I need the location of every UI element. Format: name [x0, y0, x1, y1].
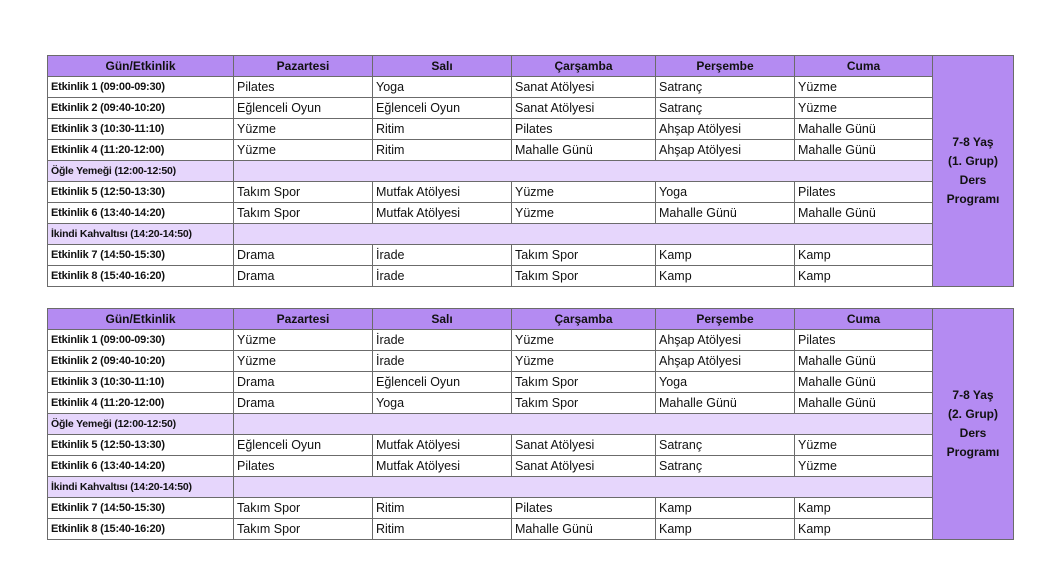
activity-row	[48, 119, 1014, 140]
activity-cell: Ritim	[373, 140, 512, 161]
column-header: Perşembe	[656, 56, 795, 77]
activity-cell: Sanat Atölyesi	[512, 456, 656, 477]
activity-cell: Yüzme	[795, 98, 933, 119]
group-title-line: Ders	[959, 426, 987, 440]
activity-row	[48, 435, 1014, 456]
group-title	[933, 56, 1014, 287]
activity-cell: Yüzme	[795, 456, 933, 477]
row-label: Etkinlik 8 (15:40-16:20)	[48, 519, 234, 540]
activity-cell: Kamp	[656, 245, 795, 266]
activity-cell: Yüzme	[234, 119, 373, 140]
activity-row	[48, 266, 1014, 287]
row-label: Etkinlik 1 (09:00-09:30)	[48, 77, 234, 98]
row-label: İkindi Kahvaltısı (14:20-14:50)	[48, 224, 234, 245]
activity-cell: Drama	[234, 372, 373, 393]
activity-cell: Takım Spor	[512, 266, 656, 287]
row-label: Etkinlik 5 (12:50-13:30)	[48, 435, 234, 456]
row-label: Etkinlik 4 (11:20-12:00)	[48, 393, 234, 414]
activity-cell: Kamp	[656, 266, 795, 287]
activity-cell: Takım Spor	[234, 203, 373, 224]
spacer-cell	[795, 287, 933, 309]
activity-cell: Drama	[234, 266, 373, 287]
row-label: Etkinlik 3 (10:30-11:10)	[48, 119, 234, 140]
activity-cell: Mahalle Günü	[795, 393, 933, 414]
row-label: Etkinlik 7 (14:50-15:30)	[48, 498, 234, 519]
activity-cell: Sanat Atölyesi	[512, 77, 656, 98]
header-row	[48, 56, 1014, 77]
break-row	[48, 477, 1014, 498]
activity-cell: Yüzme	[512, 182, 656, 203]
activity-cell: Ahşap Atölyesi	[656, 351, 795, 372]
activity-cell: Pilates	[512, 119, 656, 140]
activity-row	[48, 245, 1014, 266]
activity-cell: Yüzme	[512, 351, 656, 372]
spacer-cell	[656, 287, 795, 309]
column-header: Pazartesi	[234, 56, 373, 77]
activity-cell: Ritim	[373, 519, 512, 540]
group-title-line: (2. Grup)	[948, 407, 998, 421]
activity-cell: Pilates	[512, 498, 656, 519]
activity-row	[48, 351, 1014, 372]
column-header: Salı	[373, 56, 512, 77]
column-header: Salı	[373, 309, 512, 330]
activity-cell: Yüzme	[795, 435, 933, 456]
schedule-body	[48, 56, 1014, 540]
column-header: Çarşamba	[512, 56, 656, 77]
break-row	[48, 224, 1014, 245]
activity-row	[48, 519, 1014, 540]
activity-cell: Mahalle Günü	[795, 119, 933, 140]
activity-cell: Mahalle Günü	[795, 372, 933, 393]
activity-cell: Mahalle Günü	[656, 393, 795, 414]
activity-cell: Ahşap Atölyesi	[656, 140, 795, 161]
activity-cell: Pilates	[795, 182, 933, 203]
group-title-line: Programı	[946, 445, 1000, 459]
activity-cell: Yüzme	[234, 140, 373, 161]
row-label: Etkinlik 1 (09:00-09:30)	[48, 330, 234, 351]
activity-cell: İrade	[373, 245, 512, 266]
column-header: Perşembe	[656, 309, 795, 330]
row-label: Etkinlik 6 (13:40-14:20)	[48, 203, 234, 224]
activity-cell: Eğlenceli Oyun	[373, 372, 512, 393]
activity-cell: Kamp	[656, 519, 795, 540]
activity-cell: Mahalle Günü	[795, 351, 933, 372]
activity-cell: Kamp	[656, 498, 795, 519]
activity-cell: İrade	[373, 266, 512, 287]
activity-cell: Mutfak Atölyesi	[373, 203, 512, 224]
activity-cell: Kamp	[795, 519, 933, 540]
spacer-cell	[933, 287, 1014, 309]
row-label: Etkinlik 3 (10:30-11:10)	[48, 372, 234, 393]
group-title-line: 7-8 Yaş	[952, 388, 994, 402]
activity-cell: Yüzme	[795, 77, 933, 98]
group-spacer	[48, 287, 1014, 309]
activity-cell: Yoga	[373, 393, 512, 414]
activity-cell: Takım Spor	[512, 393, 656, 414]
activity-cell: Mahalle Günü	[795, 140, 933, 161]
activity-cell: Satranç	[656, 456, 795, 477]
activity-row	[48, 498, 1014, 519]
row-label: Etkinlik 8 (15:40-16:20)	[48, 266, 234, 287]
header-row	[48, 309, 1014, 330]
activity-cell: Satranç	[656, 98, 795, 119]
activity-row	[48, 393, 1014, 414]
column-header: Çarşamba	[512, 309, 656, 330]
break-fill	[234, 477, 933, 498]
column-header: Cuma	[795, 309, 933, 330]
row-label: Etkinlik 6 (13:40-14:20)	[48, 456, 234, 477]
activity-cell: Mahalle Günü	[795, 203, 933, 224]
column-header: Pazartesi	[234, 309, 373, 330]
activity-cell: Mahalle Günü	[512, 519, 656, 540]
activity-cell: Yüzme	[512, 203, 656, 224]
column-header: Cuma	[795, 56, 933, 77]
break-fill	[234, 161, 933, 182]
activity-cell: Ahşap Atölyesi	[656, 119, 795, 140]
activity-row	[48, 372, 1014, 393]
activity-cell: İrade	[373, 330, 512, 351]
activity-cell: Mutfak Atölyesi	[373, 182, 512, 203]
break-row	[48, 414, 1014, 435]
activity-row	[48, 330, 1014, 351]
column-header: Gün/Etkinlik	[48, 56, 234, 77]
activity-row	[48, 456, 1014, 477]
activity-cell: Kamp	[795, 266, 933, 287]
activity-cell: Pilates	[234, 77, 373, 98]
activity-cell: Takım Spor	[234, 498, 373, 519]
break-fill	[234, 414, 933, 435]
spacer-cell	[512, 287, 656, 309]
activity-cell: Pilates	[234, 456, 373, 477]
break-row	[48, 161, 1014, 182]
activity-row	[48, 140, 1014, 161]
activity-cell: Mutfak Atölyesi	[373, 435, 512, 456]
activity-row	[48, 98, 1014, 119]
activity-row	[48, 77, 1014, 98]
row-label: İkindi Kahvaltısı (14:20-14:50)	[48, 477, 234, 498]
row-label: Etkinlik 2 (09:40-10:20)	[48, 98, 234, 119]
activity-cell: Ahşap Atölyesi	[656, 330, 795, 351]
group-title	[933, 309, 1014, 540]
row-label: Öğle Yemeği (12:00-12:50)	[48, 161, 234, 182]
activity-cell: Ritim	[373, 119, 512, 140]
activity-cell: Takım Spor	[234, 182, 373, 203]
group-title-line: (1. Grup)	[948, 154, 998, 168]
activity-cell: Yüzme	[234, 351, 373, 372]
row-label: Etkinlik 5 (12:50-13:30)	[48, 182, 234, 203]
spacer-cell	[48, 287, 234, 309]
activity-cell: Yoga	[373, 77, 512, 98]
group-title-line: Programı	[946, 192, 1000, 206]
activity-cell: Takım Spor	[512, 245, 656, 266]
activity-row	[48, 182, 1014, 203]
activity-cell: Yüzme	[512, 330, 656, 351]
activity-cell: Eğlenceli Oyun	[373, 98, 512, 119]
activity-cell: Kamp	[795, 245, 933, 266]
group-title-line: 7-8 Yaş	[952, 135, 994, 149]
row-label: Etkinlik 7 (14:50-15:30)	[48, 245, 234, 266]
row-label: Etkinlik 4 (11:20-12:00)	[48, 140, 234, 161]
activity-cell: Eğlenceli Oyun	[234, 98, 373, 119]
activity-cell: Ritim	[373, 498, 512, 519]
schedule-container	[47, 55, 1014, 540]
column-header: Gün/Etkinlik	[48, 309, 234, 330]
activity-cell: Mutfak Atölyesi	[373, 456, 512, 477]
activity-cell: Satranç	[656, 435, 795, 456]
activity-cell: Kamp	[795, 498, 933, 519]
activity-cell: Yüzme	[234, 330, 373, 351]
activity-cell: Sanat Atölyesi	[512, 435, 656, 456]
activity-cell: İrade	[373, 351, 512, 372]
activity-cell: Yoga	[656, 182, 795, 203]
activity-cell: Mahalle Günü	[512, 140, 656, 161]
spacer-cell	[373, 287, 512, 309]
activity-cell: Yoga	[656, 372, 795, 393]
activity-cell: Pilates	[795, 330, 933, 351]
activity-cell: Takım Spor	[512, 372, 656, 393]
row-label: Öğle Yemeği (12:00-12:50)	[48, 414, 234, 435]
activity-cell: Drama	[234, 245, 373, 266]
activity-cell: Sanat Atölyesi	[512, 98, 656, 119]
activity-cell: Satranç	[656, 77, 795, 98]
schedule-table	[47, 55, 1014, 540]
break-fill	[234, 224, 933, 245]
spacer-cell	[234, 287, 373, 309]
activity-cell: Takım Spor	[234, 519, 373, 540]
activity-cell: Eğlenceli Oyun	[234, 435, 373, 456]
activity-cell: Drama	[234, 393, 373, 414]
activity-cell: Mahalle Günü	[656, 203, 795, 224]
group-title-line: Ders	[959, 173, 987, 187]
row-label: Etkinlik 2 (09:40-10:20)	[48, 351, 234, 372]
activity-row	[48, 203, 1014, 224]
